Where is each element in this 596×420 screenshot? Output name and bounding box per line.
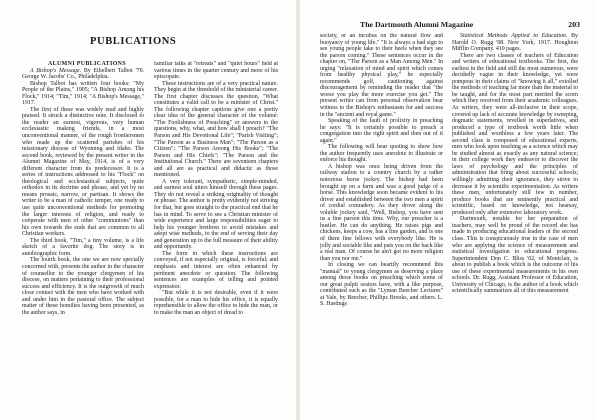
paragraph-text: The third book, "Tim," a tiny volume, is a life sketch of a favorite dog. The story is in autobiographic form. [22,237,144,257]
paragraph [22,107,144,238]
page-number: 203 [568,20,580,29]
paragraph [452,53,578,217]
paragraph [320,118,443,144]
paragraph-text: A bishop was once being driven from the railway station to a country church by a rather notorious horse jockey. The bishop had been brought up on a farm and was a good judge of a horse. This knowledge soon became evident to his driver and established between the two men a spirit of cordial comradery. As they drove along the voluble jockey said, "Well, Bishop, you have sent us a fine parson this time. Why, our preacher is a hustler. He can do anything. He raises pigs and chickens, keeps a cow, has a fine garden, and is one of them fine fellows with everybody like. He is jolly and sociable like and pats you on the back like a real man. Of course he ain't got no more religion than you nor me." [320,163,443,262]
paragraph [154,251,278,290]
paragraph-text: Bishop Talbot has written four books: "My People of the Plains," 1905; "A Bishop Among his Flock," 1914; "Tim," 1914; "A Bishop's Message," 1917. [22,80,144,107]
paragraph [22,81,144,107]
paragraph-text: Speaking of the fault of prolixity in preaching he says: "It is certainly possible to preach a congregation into the right spirit and then out of it again." [320,118,443,144]
paragraphs [22,68,144,317]
paragraph-text: "But while it is not desirable, even if it were possible, for a man to hide his office, it is equally reprehensible to allow the office to hide the man, or to make the man an object of dread to [154,290,278,316]
paragraphs [154,61,278,316]
paragraph-text: These instructions are of a very practical nature. They begin at the threshold of the ministerial career. The first chapter discusses the question, "What constitutes a valid call to be a minister of Christ." The following chapter captions give one a pretty clear idea of the general character of the volume: "The Foolishness of Preaching" or answers to the questions, why, what, and how shall I preach? "The Parson and His Devotional Life"; "Parish Visiting"; "The Parson as a Business Man"; "The Parson as a Citizen"; "The Parson Among His Books"; "The Parson and His Chiefs"; "The Parson and the Institutional Church." There are seventeen chapters and all are as practical and didactic as those mentioned. [154,80,278,179]
paragraph-text: Dartmouth, notable for her preparation of teachers, may well be proud of the record she has made in producing educational leaders of the second class. This is conspicuously true in the case of men who are applying the science of measurement and statistical investigation to educational progress. Superintendent Don C. Bliss '02, of Montclair, is about to publish a book which is the outcome of his use of these experimental measurements in his own schools. Dr. Rugg, Assistant Professor of Education, University of Chicago, is the author of a book which scientifically summarizes all of this measurement [452,216,578,295]
section-title: PUBLICATIONS [90,36,177,47]
paragraph [154,61,278,81]
paragraph [154,81,278,179]
right-page [300,0,596,420]
running-title: The Dartmouth Alumni Magazine [360,20,474,29]
paragraphs [320,33,443,308]
paragraph [154,290,278,316]
paragraph-text: By Ethelbert Talbot '70. George W. Jacobs' Co., Philadelphia. [22,67,144,81]
paragraph-text: The following will bear quoting to show how the author frequently uses anecdote to illustrate or enforce his thought. [320,144,443,164]
paragraph-lead: Statistical Methods Applied to Education. [460,33,568,39]
paragraph [320,33,443,118]
paragraph-lead: A Bishop's Message. [30,67,82,74]
paragraph [22,68,144,81]
left-column-1 [22,61,144,416]
paragraph-text: There are two classes of teachers of Education and writers of educational textbooks. The first, the earliest in the field and still the most numerous, were decidedly vague in their knowledge, yet were pompous in their claims of "knowing it all," extolled the methods of teaching far more than the material to be taught, and for the most part merited the scorn which they received from their academic colleagues. As writers, they were all-inclusive in their scope, covered up lack of accurate knowledge by sweeping, dogmatic statements, revelled in superlatives, and produced a type of textbook worth little when published and worthless a few years later. The second class is composed of educational experts, men who look upon teaching as a science which may be studied almost as exactly as any natural science; in their college work they endeavor to discover the laws of psychology and the principles of administration that bring about successful schools; willingly admitting their ignorance, they strive to decrease it by scientific experimentation. As writers these men, unfortunately still few in number, produce books that are eminently practical and scientific, based on knowledge, not hearsay, produced only after extensive laboratory work. [452,52,578,216]
paragraph [320,144,443,164]
paragraph-text: A very tolerant, sympathetic, simple-minded, and earnest soul utters himself through these pages. They do not reveal a striking originality of thought or phrase. The author is pretty evidently not striving for that, but goes straight to the practical end that he has in mind. To serve to see a Christian minister of wide experience and large responsibilities eager to help his younger brethren to avoid mistakes and adopt wise methods, to the end of serving their day and generation up to the full measure of their ability and opportunity. [154,178,278,251]
paragraph [452,33,578,53]
left-page [0,0,296,420]
paragraph-text: In closing we can heartily recommend this "manual" to young clergymen as deserving a place among those books on preaching which some of our great pulpit orators have, with a like purpose, contributed such as the "Lyman Beecher Lectures" at Yale, by Beecher, Phillips Brooks, and others. L. S. Hastings [320,262,443,308]
paragraph-text: The fourth book, the one we are now specially concerned with, presents the author in the character of counsellor to the younger clergymen of his diocese, on matters pertaining to their professional success and efficiency. It is the outgrowth of much close contact with the men who have worked with and under him in the pastoral office. The subject matter of these homilies having been presented, as the author says, in [22,257,144,316]
paragraphs [452,33,578,295]
paragraph [452,216,578,295]
right-column-2 [452,33,578,416]
paragraph-text: society, or an incubus on the natural flow and buoyancy of young life." "It is always a bad sign to see young people take to their heels when they see the parson coming." These sentences occur in the chapter on, "The Parson as a Man Among Men." In urging "relaxation of mind and spirit which comes from healthy physical play," he especially recommends golf, cautioning against discouragement by reminding the reader that "the worse you play the more exercise you get." The present writer can from personal observation bear witness to the Bishop's enthusiasm for and success in the "ancient and royal game." [320,33,443,118]
paragraph [22,257,144,316]
subhead: ALUMNI PUBLICATIONS [47,61,127,67]
paragraph [22,238,144,258]
paragraph-text: familiar talks at "retreats" and "quiet hours" held at various times in the quarter century and more of his episcopate. [154,61,278,81]
paragraph-text: By Harold O. Rugg '08. New York, 1917. Houghton Mifflin Company. 410 pages. [452,33,578,53]
right-column-1 [320,33,443,416]
paragraph [320,164,443,262]
left-column-2 [154,61,278,416]
paragraph [154,179,278,251]
paragraph [320,262,443,308]
paragraph-text: The first of these was widely read and highly praised. It struck a distinctive note. It disclosed to the reader an earnest, vigorous, very human ecclesiastic making friends, in a most unconventional manner, of the rough frontiersmen who made up the scattered parishes of his missionary diocese of Wyoming and Idaho. The second book, reviewed by the present writer in the Alumni Magazine of May, 1914, is of a very different character from its predecessor. It is a series of instructions addressed to his "Flock" on theological and ecclesiastical subjects, quite orthodox in its doctrine and phrase, and yet by no means prosaic, narrow, or partisan. It shows the writer to be a man of catholic temper, one ready to use quite unconventional methods for promoting the larger interests of religion, and ready to coöperate with men of other "communions" than his own towards the ends that are common to all Christian workers. [22,106,144,238]
paragraph-text: The form in which these instructions are conveyed, if not especially original, is forceful; and emphasis and interest are often enhanced by pertinent anecdote or question. The following sentences are examples of telling and pointed expression: [154,250,278,290]
